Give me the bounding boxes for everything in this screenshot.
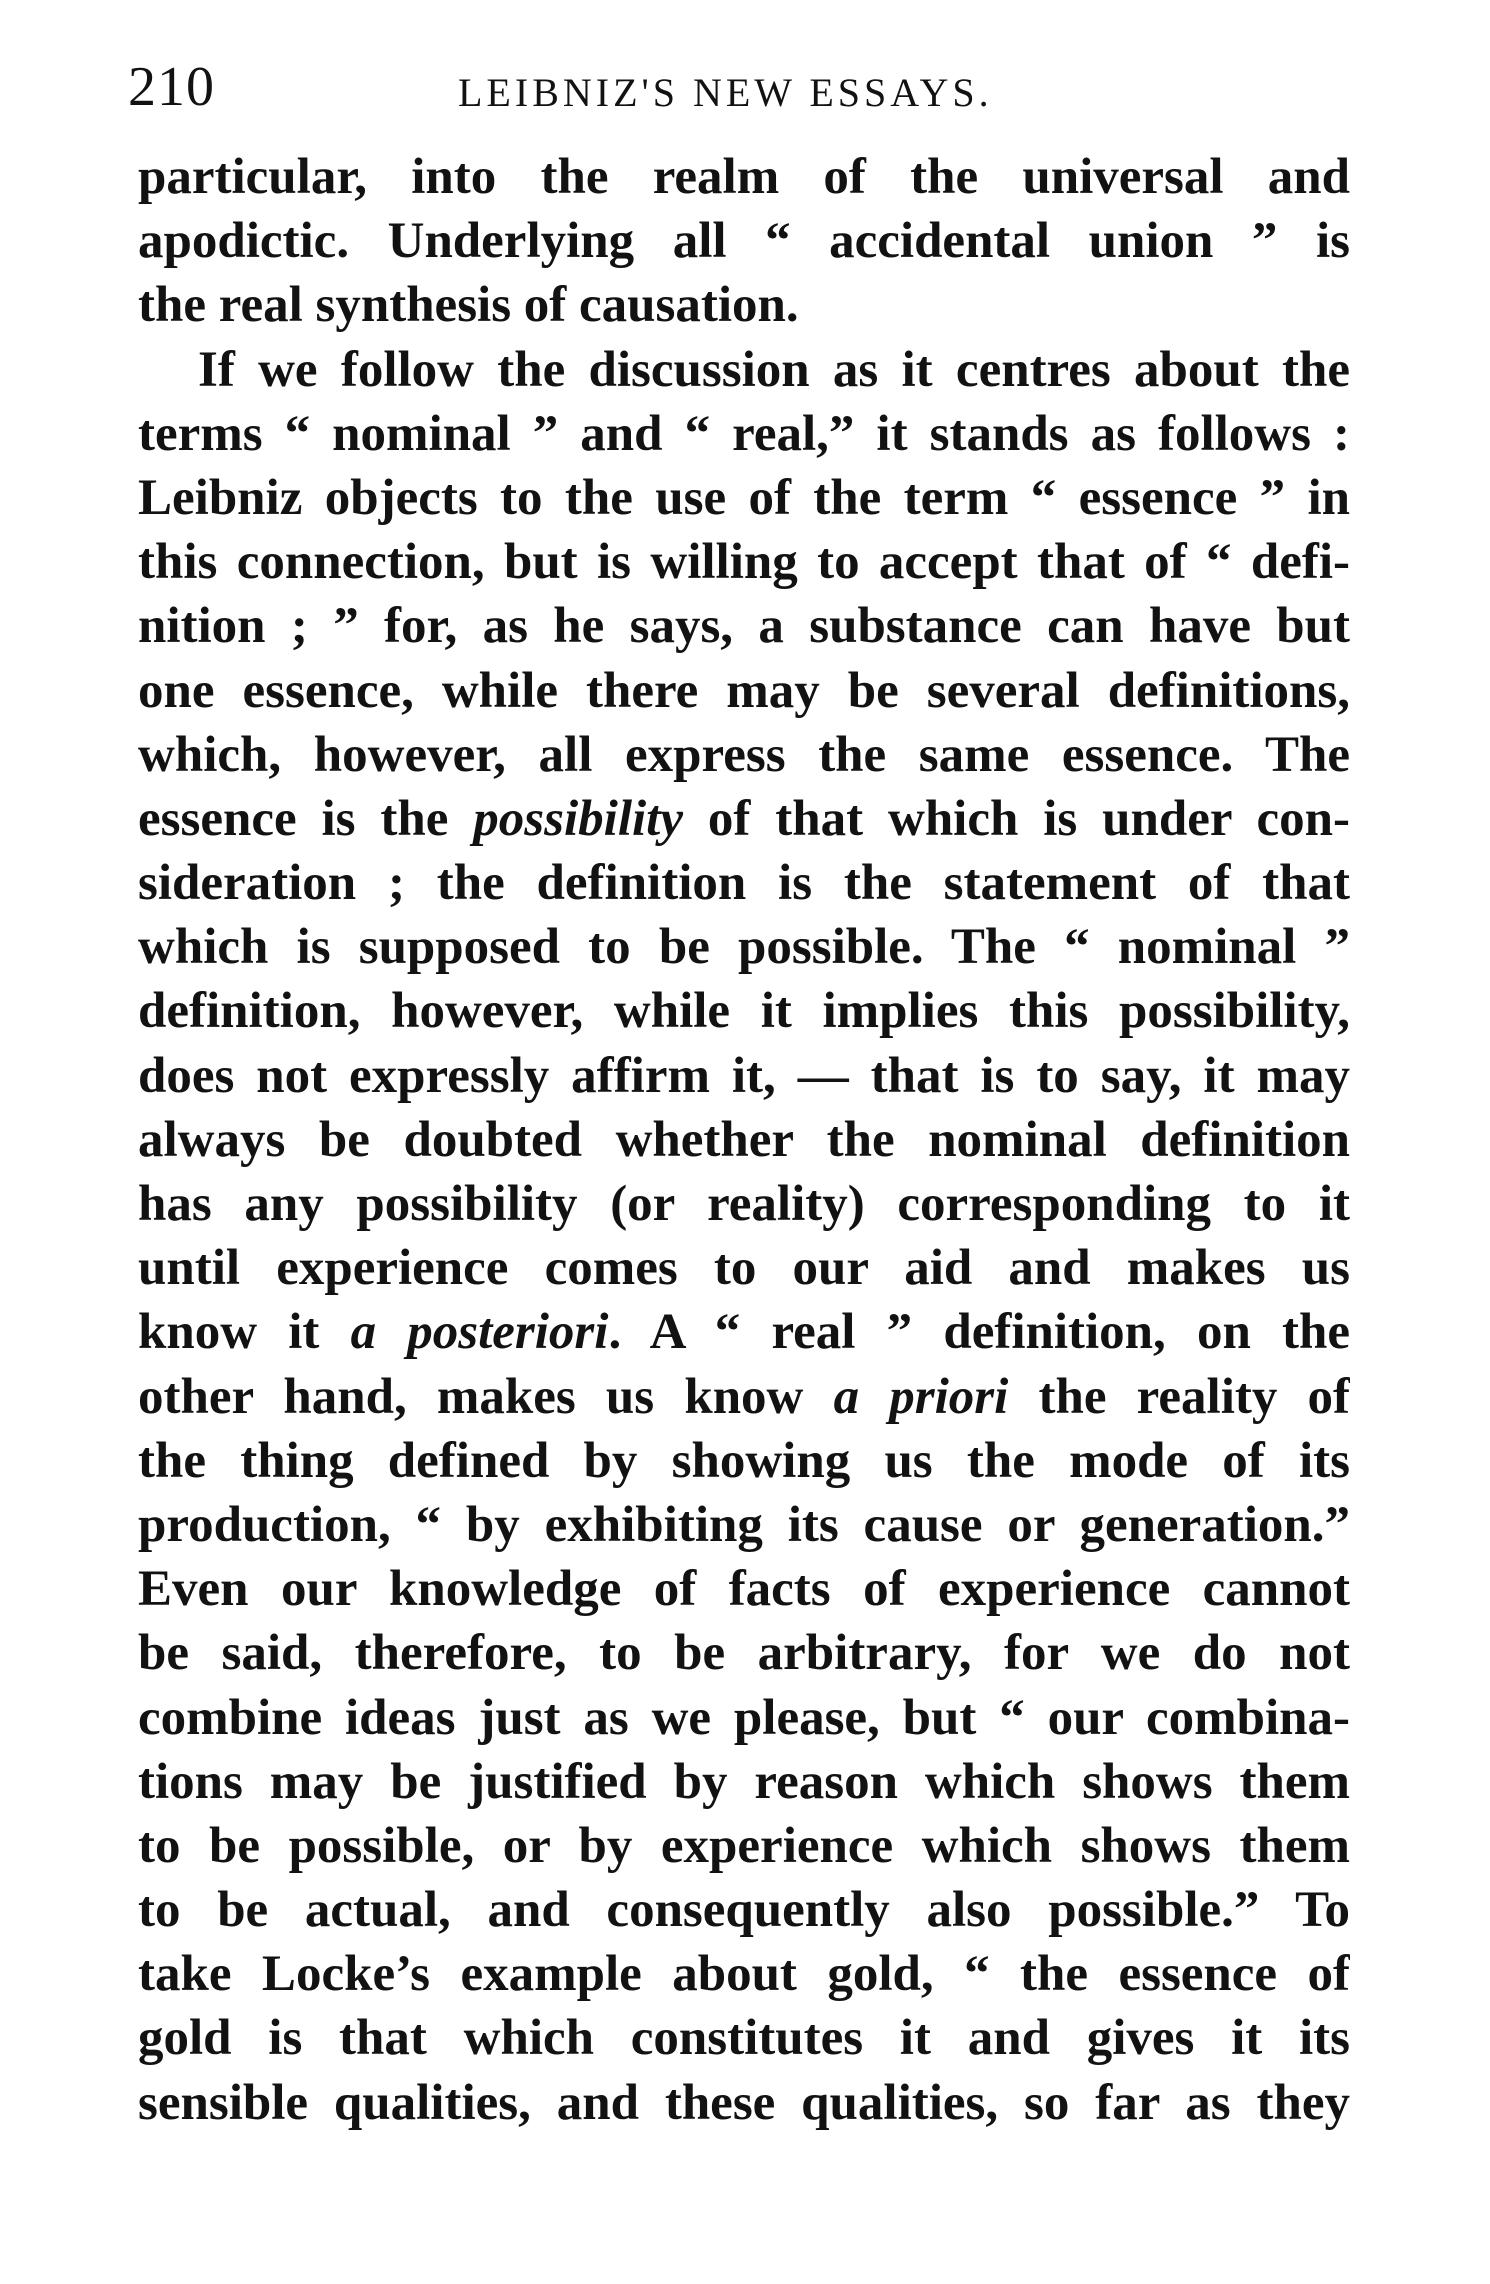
- text-segment: Even our knowledge of facts of experience cannot: [138, 1561, 1350, 1618]
- text-segment: does not expressly affirm it, — that is to say, it may: [138, 1047, 1350, 1104]
- text-segment: apodictic. Underlying all “ accidental union ” is: [138, 213, 1350, 270]
- text-segment: to be possible, or by experience which shows them: [138, 1817, 1350, 1874]
- text-line: [138, 1878, 1350, 1942]
- text-line: [138, 1300, 1350, 1364]
- text-line: [138, 851, 1350, 915]
- text-line: [138, 723, 1350, 787]
- text-line: [138, 1493, 1350, 1557]
- text-segment: . A “ real ” definition, on the: [608, 1304, 1350, 1361]
- text-segment: to be actual, and consequently also possible.” To: [138, 1882, 1350, 1939]
- text-segment: particular, into the realm of the universal and: [138, 149, 1350, 205]
- text-line: [138, 1365, 1350, 1429]
- text-segment: always be doubted whether the nominal definition: [138, 1111, 1350, 1168]
- italic-text: possibility: [473, 790, 683, 847]
- text-line: [138, 2006, 1350, 2070]
- text-segment: of that which is under con-: [682, 790, 1350, 847]
- text-segment: which, however, all express the same essence. The: [138, 726, 1350, 783]
- text-line: [138, 2071, 1350, 2135]
- text-line: [138, 273, 1350, 337]
- text-line: [138, 915, 1350, 979]
- text-line: [138, 1686, 1350, 1750]
- text-segment: be said, therefore, to be arbitrary, for we do not: [138, 1625, 1350, 1682]
- text-line: [138, 1557, 1350, 1621]
- text-segment: the reality of: [1008, 1368, 1350, 1425]
- text-line: [138, 979, 1350, 1043]
- text-segment: one essence, while there may be several definitions,: [138, 662, 1350, 719]
- text-segment: essence is the: [138, 790, 474, 847]
- text-line: [138, 530, 1350, 594]
- text-segment: If we follow the discussion as it centres about the: [198, 341, 1350, 398]
- text-segment: combine ideas just as we please, but “ our combina-: [138, 1689, 1350, 1746]
- text-segment: until experience comes to our aid and makes us: [138, 1240, 1350, 1297]
- text-segment: Leibniz objects to the use of the term “ essence ” in: [138, 469, 1350, 526]
- text-segment: tions may be justified by reason which shows them: [138, 1753, 1350, 1810]
- running-title: LEIBNIZ'S NEW ESSAYS.: [458, 70, 993, 115]
- text-segment: sensible qualities, and these qualities, so far as they: [138, 2074, 1350, 2131]
- text-line: [138, 1942, 1350, 2006]
- text-line: [138, 338, 1350, 402]
- text-line: [138, 1621, 1350, 1685]
- running-head: [128, 52, 1350, 122]
- text-segment: has any possibility (or reality) corresponding to it: [138, 1176, 1350, 1232]
- text-line: [138, 659, 1350, 723]
- text-line: [138, 145, 1350, 209]
- text-segment: take Locke’s example about gold, “ the essence of: [138, 1946, 1350, 2003]
- text-line: [138, 1429, 1350, 1493]
- text-line: [138, 402, 1350, 466]
- body-text: [138, 145, 1350, 2135]
- italic-text: a posteriori: [350, 1304, 609, 1361]
- text-line: [138, 1750, 1350, 1814]
- text-line: [138, 209, 1350, 273]
- text-segment: terms “ nominal ” and “ real,” it stands as follows :: [138, 405, 1350, 462]
- text-segment: the real synthesis of causation.: [138, 277, 799, 334]
- text-segment: know it: [138, 1304, 351, 1361]
- text-segment: the thing defined by showing us the mode of its: [138, 1432, 1350, 1489]
- text-segment: other hand, makes us know: [138, 1368, 834, 1425]
- text-line: [138, 1236, 1350, 1300]
- text-line: [138, 1814, 1350, 1878]
- text-line: [138, 466, 1350, 530]
- text-line: [138, 1172, 1350, 1236]
- page-number: 210: [128, 56, 215, 118]
- text-segment: gold is that which constitutes it and gives it its: [138, 2010, 1350, 2067]
- text-line: [138, 1108, 1350, 1172]
- text-segment: production, “ by exhibiting its cause or generation.”: [138, 1496, 1350, 1553]
- text-segment: this connection, but is willing to accept that of “ defi-: [138, 534, 1350, 591]
- text-segment: definition, however, while it implies this possibility,: [138, 983, 1350, 1040]
- text-segment: sideration ; the definition is the statement of that: [138, 855, 1350, 912]
- text-line: [138, 594, 1350, 658]
- text-segment: which is supposed to be possible. The “ nominal ”: [138, 919, 1350, 976]
- text-line: [138, 1044, 1350, 1108]
- italic-text: a priori: [833, 1368, 1009, 1425]
- text-line: [138, 787, 1350, 851]
- text-segment: nition ; ” for, as he says, a substance can have but: [138, 598, 1350, 655]
